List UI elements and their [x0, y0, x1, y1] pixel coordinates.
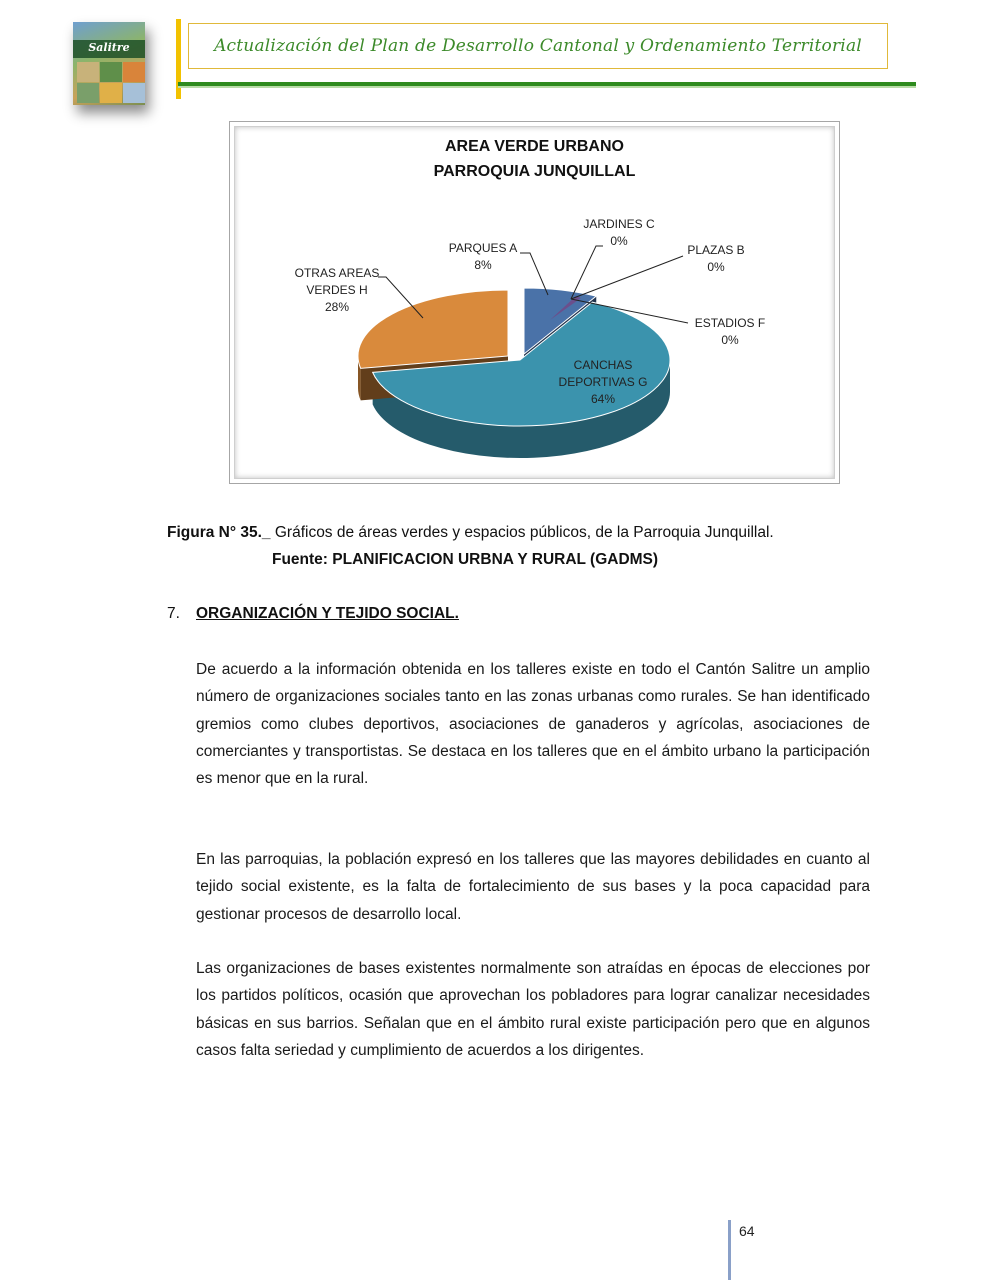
header-title-box	[188, 23, 888, 69]
section-number: 7.	[167, 605, 180, 622]
pie-chart-frame	[229, 121, 840, 484]
footer-rule	[728, 1220, 731, 1280]
figure-caption-text: Gráficos de áreas verdes y espacios públicos, de la Parroquia Junquillal.	[270, 524, 774, 541]
section-title: ORGANIZACIÓN Y TEJIDO SOCIAL.	[196, 605, 459, 622]
pie-label-4-2: 64%	[590, 392, 616, 406]
pie-slice-5	[358, 290, 508, 368]
chart-subtitle: PARROQUIA JUNQUILLAL	[433, 163, 636, 180]
figure-caption-label: Figura N° 35._	[167, 524, 271, 541]
paragraph-3: Las organizaciones de bases existentes normalmente son atraídas en épocas de elecciones por los partidos políticos, ocasión que aprovechan los pobladores para lograr canalizar necesidades básicas en sus barrios. Señalan que en el ámbito rural existe participación pero que en algunos casos falta seriedad y cumplimiento de acuerdos a los dirigentes.	[196, 960, 870, 1059]
pie-label-2-0: PLAZAS B	[687, 243, 745, 257]
pie-label-5-0: OTRAS AREAS	[294, 266, 380, 280]
figure-caption	[167, 524, 887, 542]
pie-label-0-1: 8%	[474, 258, 492, 272]
paragraph-2: En las parroquias, la población expresó en los talleres que las mayores debilidades en cuanto al tejido social existente, es la falta de fortalecimiento de sus bases y la poca capacidad para gestionar procesos de desarrollo local.	[196, 851, 870, 923]
paragraph-1: De acuerdo a la información obtenida en los talleres existe en todo el Cantón Salitre un amplio número de organizaciones sociales tanto en las zonas urbanas como rurales. Se han identificado gremios como clubes deportivos, asociaciones de ganaderos y agrícolas, asociaciones de comerciantes y transportistas. Se destaca en los talleres que en el ámbito urbano la participación es menor que en la rural.	[196, 661, 870, 788]
pie-label-1-1: 0%	[610, 234, 628, 248]
salitre-logo	[73, 22, 145, 105]
pie-label-3-0: ESTADIOS F	[694, 316, 766, 330]
pie-label-0-0: PARQUES A	[448, 241, 518, 255]
pie-label-3-1: 0%	[721, 333, 739, 347]
chart-title: AREA VERDE URBANO	[445, 138, 624, 155]
pie-label-4-0: CANCHAS	[573, 358, 633, 372]
page-number: 64	[739, 1223, 755, 1239]
pie-label-4-1: DEPORTIVAS G	[558, 375, 648, 389]
pie-label-1-0: JARDINES C	[583, 217, 655, 231]
pie-chart	[230, 122, 841, 485]
header-title: Actualización del Plan de Desarrollo Cantonal y Ordenamiento Territorial	[214, 36, 862, 56]
pie-leader-1	[571, 246, 603, 299]
pie-label-5-2: 28%	[324, 300, 350, 314]
header-rule-light	[178, 86, 916, 88]
pie-label-2-1: 0%	[707, 260, 725, 274]
figure-source: Fuente: PLANIFICACION URBNA Y RURAL (GADMS)	[272, 551, 659, 568]
pie-label-5-1: VERDES H	[306, 283, 368, 297]
logo-text: Salitre	[88, 41, 130, 54]
